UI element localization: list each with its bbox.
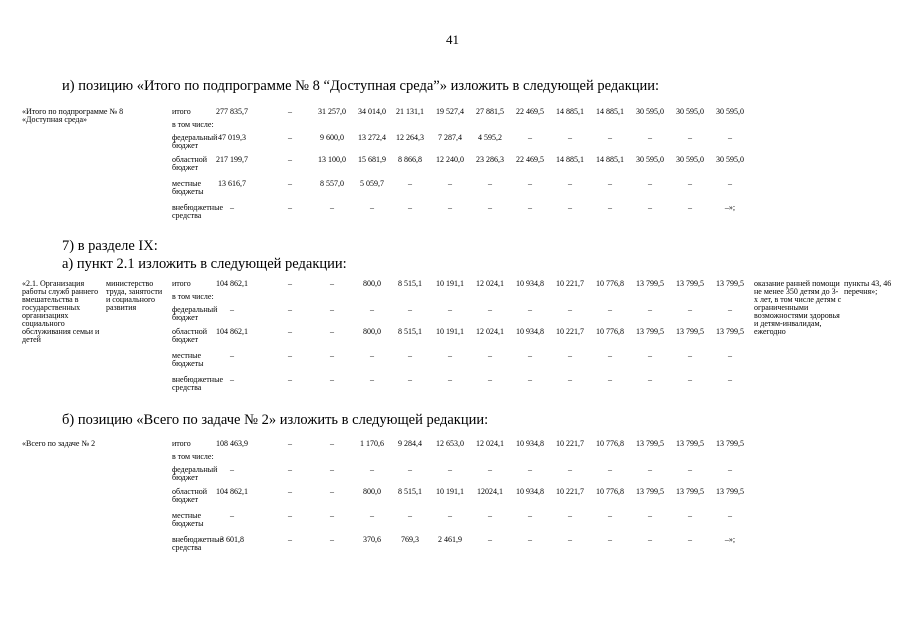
- t2-cell: 10 221,7: [556, 327, 584, 336]
- t3-cell: –: [608, 535, 612, 544]
- t2-cell: 10 776,8: [596, 279, 624, 288]
- t3-cell: –: [528, 511, 532, 520]
- t3-cell: –: [288, 535, 292, 544]
- t3-cell: 10 776,8: [596, 439, 624, 448]
- t2-cell: –: [288, 375, 292, 384]
- t2-executor: министерство труда, занятости и социального развития: [106, 279, 163, 312]
- t1-row-0-source: итого: [172, 107, 191, 116]
- t2-cell: –: [688, 375, 692, 384]
- t2-cell: –: [448, 351, 452, 360]
- t2-cell: –: [488, 375, 492, 384]
- t1-cell: 15 681,9: [358, 155, 386, 164]
- t3-cell: –: [370, 465, 374, 474]
- t3-cell: 8 515,1: [398, 487, 422, 496]
- t2-cell: –: [448, 375, 452, 384]
- t3-cell: –: [488, 535, 492, 544]
- t2-row-3-source: областной бюджет: [172, 327, 208, 344]
- t2-cell: –: [608, 375, 612, 384]
- t3-cell: –: [688, 535, 692, 544]
- t2-cell: –: [488, 305, 492, 314]
- t1-cell: –: [488, 203, 492, 212]
- t3-row-5-source: внебюджетные средства: [172, 535, 223, 552]
- t3-row-2-source: федеральный бюджет: [172, 465, 218, 482]
- t2-cell: –: [648, 305, 652, 314]
- t1-cell: –: [288, 203, 292, 212]
- heading-7: 7) в разделе IX:: [62, 238, 158, 254]
- t2-cell: –: [330, 375, 334, 384]
- t1-label: «Итого по подпрограмме № 8 «Доступная среда»: [22, 107, 124, 124]
- t3-cell: 10 934,8: [516, 487, 544, 496]
- t1-cell: –: [330, 203, 334, 212]
- t3-cell: –: [230, 511, 234, 520]
- t2-cell: –: [230, 305, 234, 314]
- t1-row-2-source: федеральный бюджет: [172, 133, 218, 150]
- t1-cell: –: [448, 179, 452, 188]
- t3-cell: 13 799,5: [636, 439, 664, 448]
- t1-cell: –: [528, 133, 532, 142]
- t2-cell: –: [568, 305, 572, 314]
- t2-cell: –: [330, 327, 334, 336]
- t3-cell: –: [608, 465, 612, 474]
- t2-cell: –: [688, 305, 692, 314]
- t1-cell: –: [288, 133, 292, 142]
- t1-cell: –: [728, 179, 732, 188]
- t3-cell: –: [568, 535, 572, 544]
- t1-cell: 47 019,3: [218, 133, 246, 142]
- t1-cell: 8 557,0: [320, 179, 344, 188]
- t2-cell: –: [408, 305, 412, 314]
- t1-row-3-source: областной бюджет: [172, 155, 208, 172]
- t2-cell: 800,0: [363, 279, 381, 288]
- t2-cell: –: [528, 351, 532, 360]
- t1-cell: 4 595,2: [478, 133, 502, 142]
- t2-cell: 10 776,8: [596, 327, 624, 336]
- t3-cell: –: [288, 487, 292, 496]
- t1-cell: 12 264,3: [396, 133, 424, 142]
- t3-cell: 12024,1: [477, 487, 503, 496]
- t2-cell: 104 862,1: [216, 327, 248, 336]
- t3-cell: –: [330, 487, 334, 496]
- t2-cell: 10 934,8: [516, 327, 544, 336]
- t1-cell: 30 595,0: [716, 107, 744, 116]
- t1-cell: –: [568, 133, 572, 142]
- t1-cell: –: [608, 203, 612, 212]
- t3-cell: 10 191,1: [436, 487, 464, 496]
- t2-cell: –: [230, 375, 234, 384]
- t2-cell: –: [288, 305, 292, 314]
- t3-cell: –: [528, 535, 532, 544]
- t3-cell: –»;: [724, 535, 736, 544]
- t1-cell: 13 100,0: [318, 155, 346, 164]
- t2-label: «2.1. Организация работы служб раннего вмешательства в государственных организациях социального обслуживания семьи и детей: [22, 279, 100, 344]
- t1-row-1-source: в том числе:: [172, 120, 214, 129]
- t1-cell: 30 595,0: [716, 155, 744, 164]
- t2-cell: 10 191,1: [436, 327, 464, 336]
- t2-cell: –: [370, 305, 374, 314]
- t3-row-3-source: областной бюджет: [172, 487, 208, 504]
- t1-cell: –»;: [724, 203, 736, 212]
- heading-b: б) позицию «Всего по задаче № 2» изложить в следующей редакции:: [62, 412, 489, 428]
- t1-cell: 22 469,5: [516, 107, 544, 116]
- t1-cell: –: [528, 179, 532, 188]
- t1-cell: –: [688, 133, 692, 142]
- t1-cell: 31 257,0: [318, 107, 346, 116]
- t1-cell: –: [688, 203, 692, 212]
- t3-cell: –: [488, 511, 492, 520]
- t3-cell: –: [288, 511, 292, 520]
- page-number: 41: [446, 32, 459, 47]
- t2-cell: –: [230, 351, 234, 360]
- t2-cell: –: [648, 375, 652, 384]
- t2-cell: –: [688, 351, 692, 360]
- t3-cell: 10 934,8: [516, 439, 544, 448]
- t2-cell: 10 221,7: [556, 279, 584, 288]
- t2-cell: 13 799,5: [636, 279, 664, 288]
- t1-row-4-source: местные бюджеты: [172, 179, 204, 196]
- t2-cell: –: [330, 279, 334, 288]
- t1-cell: –: [648, 179, 652, 188]
- t3-cell: 370,6: [363, 535, 381, 544]
- t2-cell: –: [288, 327, 292, 336]
- t3-cell: 9 284,4: [398, 439, 422, 448]
- t3-cell: 10 221,7: [556, 487, 584, 496]
- t2-cell: 13 799,5: [636, 327, 664, 336]
- t2-cell: –: [608, 351, 612, 360]
- t1-cell: –: [408, 179, 412, 188]
- t3-cell: 10 221,7: [556, 439, 584, 448]
- t3-cell: –: [330, 511, 334, 520]
- t3-cell: 3 601,8: [220, 535, 244, 544]
- t3-cell: –: [330, 439, 334, 448]
- t1-cell: 14 885,1: [596, 155, 624, 164]
- t1-cell: 277 835,7: [216, 107, 248, 116]
- t1-cell: –: [528, 203, 532, 212]
- t3-cell: –: [288, 465, 292, 474]
- t1-cell: –: [288, 107, 292, 116]
- t1-cell: 30 595,0: [676, 107, 704, 116]
- t1-cell: 27 881,5: [476, 107, 504, 116]
- t3-cell: –: [330, 535, 334, 544]
- t3-cell: 1 170,6: [360, 439, 384, 448]
- t3-cell: –: [330, 465, 334, 474]
- t3-cell: –: [568, 511, 572, 520]
- t3-cell: –: [408, 465, 412, 474]
- t2-row-2-source: федеральный бюджет: [172, 305, 218, 322]
- t1-cell: –: [408, 203, 412, 212]
- t3-row-1-source: в том числе:: [172, 452, 214, 461]
- t2-cell: –: [288, 279, 292, 288]
- t3-cell: 104 862,1: [216, 487, 248, 496]
- t1-cell: 13 272,4: [358, 133, 386, 142]
- t2-cell: –: [370, 351, 374, 360]
- t3-cell: 13 799,5: [676, 487, 704, 496]
- t1-cell: 23 286,3: [476, 155, 504, 164]
- t1-cell: 5 059,7: [360, 179, 384, 188]
- t2-cell: 104 862,1: [216, 279, 248, 288]
- t2-cell: –: [568, 351, 572, 360]
- t3-cell: –: [648, 465, 652, 474]
- t3-cell: –: [230, 465, 234, 474]
- t1-cell: 13 616,7: [218, 179, 246, 188]
- t2-cell: 8 515,1: [398, 327, 422, 336]
- t1-cell: –: [648, 203, 652, 212]
- t2-cell: 10 934,8: [516, 279, 544, 288]
- t3-cell: –: [568, 465, 572, 474]
- t3-cell: –: [728, 511, 732, 520]
- t1-cell: 30 595,0: [676, 155, 704, 164]
- t3-cell: 2 461,9: [438, 535, 462, 544]
- t1-cell: –: [648, 133, 652, 142]
- t2-cell: 12 024,1: [476, 327, 504, 336]
- t3-cell: –: [648, 535, 652, 544]
- t1-cell: –: [448, 203, 452, 212]
- t2-row-1-source: в том числе:: [172, 292, 214, 301]
- t3-cell: –: [688, 511, 692, 520]
- t2-cell: 8 515,1: [398, 279, 422, 288]
- t1-cell: 14 885,1: [556, 155, 584, 164]
- t1-cell: 12 240,0: [436, 155, 464, 164]
- t3-cell: –: [408, 511, 412, 520]
- t2-cell: –: [728, 351, 732, 360]
- t2-cell: –: [608, 305, 612, 314]
- t2-cell: 10 191,1: [436, 279, 464, 288]
- t2-row-4-source: местные бюджеты: [172, 351, 204, 368]
- t1-cell: 14 885,1: [596, 107, 624, 116]
- t1-row-5-source: внебюджетные средства: [172, 203, 223, 220]
- t2-row-0-source: итого: [172, 279, 191, 288]
- t1-cell: –: [568, 203, 572, 212]
- t3-cell: 10 776,8: [596, 487, 624, 496]
- t3-cell: 12 024,1: [476, 439, 504, 448]
- t2-row-5-source: внебюджетные средства: [172, 375, 223, 392]
- t2-cell: –: [330, 351, 334, 360]
- t1-cell: 22 469,5: [516, 155, 544, 164]
- t3-cell: 13 799,5: [676, 439, 704, 448]
- t1-cell: –: [568, 179, 572, 188]
- t2-cell: –: [648, 351, 652, 360]
- t1-cell: 19 527,4: [436, 107, 464, 116]
- t1-cell: –: [688, 179, 692, 188]
- t2-cell: –: [448, 305, 452, 314]
- t3-cell: –: [288, 439, 292, 448]
- t1-cell: 7 287,4: [438, 133, 462, 142]
- t1-cell: –: [608, 133, 612, 142]
- t2-cell: –: [408, 375, 412, 384]
- t2-indicator: оказание ранней помощи не менее 350 детям до 3-х лет, в том числе детям с ограниченными возможностями здоровья и детям-инвалидам, ежегодно: [754, 279, 842, 336]
- t3-cell: 800,0: [363, 487, 381, 496]
- t2-cell: –: [528, 375, 532, 384]
- t2-cell: –: [330, 305, 334, 314]
- t3-cell: –: [688, 465, 692, 474]
- t2-points: пункты 43, 46 перечня»;: [844, 279, 892, 296]
- t1-cell: 8 866,8: [398, 155, 422, 164]
- t3-row-4-source: местные бюджеты: [172, 511, 204, 528]
- t1-cell: –: [488, 179, 492, 188]
- t1-cell: 34 014,0: [358, 107, 386, 116]
- t2-cell: –: [288, 351, 292, 360]
- t1-cell: –: [370, 203, 374, 212]
- t3-cell: 12 653,0: [436, 439, 464, 448]
- t2-cell: 800,0: [363, 327, 381, 336]
- heading-i: и) позицию «Итого по подпрограмме № 8 “Доступная среда”» изложить в следующей редакции:: [62, 78, 660, 94]
- t2-cell: 12 024,1: [476, 279, 504, 288]
- heading-a: а) пункт 2.1 изложить в следующей редакции:: [62, 256, 347, 272]
- t1-cell: –: [608, 179, 612, 188]
- t3-cell: –: [728, 465, 732, 474]
- t1-cell: 21 131,1: [396, 107, 424, 116]
- t3-row-0-source: итого: [172, 439, 191, 448]
- t2-cell: 13 799,5: [676, 327, 704, 336]
- t2-cell: –: [408, 351, 412, 360]
- t3-cell: 13 799,5: [716, 487, 744, 496]
- t3-cell: –: [370, 511, 374, 520]
- t3-cell: 108 463,9: [216, 439, 248, 448]
- t3-cell: –: [528, 465, 532, 474]
- t3-cell: –: [448, 511, 452, 520]
- t2-cell: 13 799,5: [716, 327, 744, 336]
- t1-cell: –: [288, 179, 292, 188]
- t1-cell: –: [728, 133, 732, 142]
- t1-cell: 30 595,0: [636, 155, 664, 164]
- t1-cell: 30 595,0: [636, 107, 664, 116]
- t3-cell: 13 799,5: [716, 439, 744, 448]
- t2-cell: –: [728, 305, 732, 314]
- t2-cell: –: [568, 375, 572, 384]
- t2-cell: –: [528, 305, 532, 314]
- t3-cell: 13 799,5: [636, 487, 664, 496]
- t1-cell: –: [288, 155, 292, 164]
- t2-cell: 13 799,5: [716, 279, 744, 288]
- t2-cell: –: [728, 375, 732, 384]
- t3-cell: –: [488, 465, 492, 474]
- t3-cell: –: [608, 511, 612, 520]
- t1-cell: 14 885,1: [556, 107, 584, 116]
- t2-cell: 13 799,5: [676, 279, 704, 288]
- t3-cell: 769,3: [401, 535, 419, 544]
- t1-cell: –: [230, 203, 234, 212]
- t3-cell: –: [448, 465, 452, 474]
- t3-label: «Всего по задаче № 2: [22, 439, 96, 448]
- t2-cell: –: [370, 375, 374, 384]
- t1-cell: 9 600,0: [320, 133, 344, 142]
- t1-cell: 217 199,7: [216, 155, 248, 164]
- t3-cell: –: [648, 511, 652, 520]
- t2-cell: –: [488, 351, 492, 360]
